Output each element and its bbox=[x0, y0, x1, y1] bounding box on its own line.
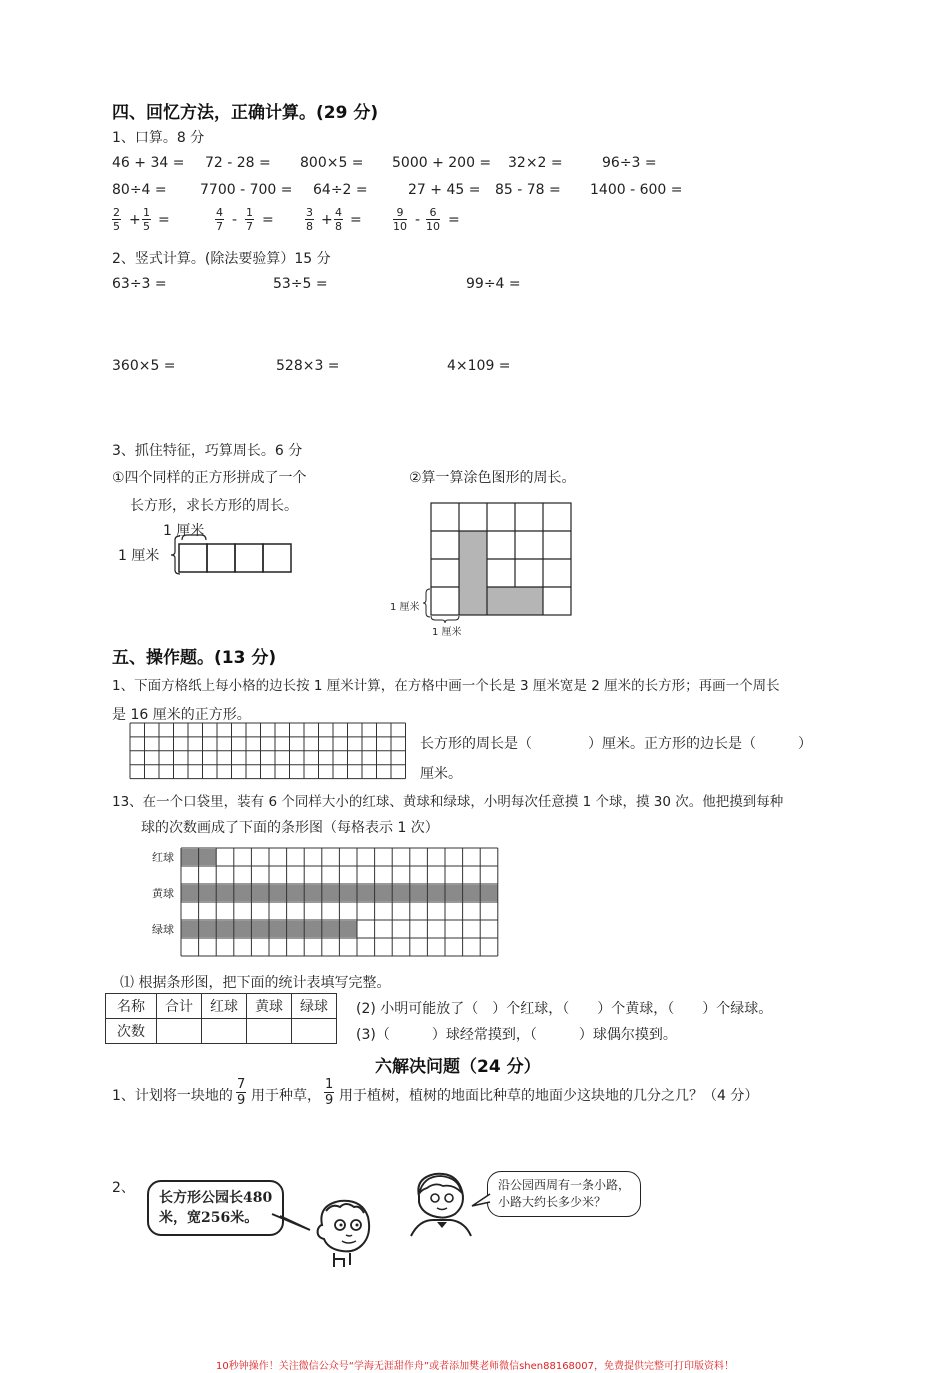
calc-item: 72 - 28 = bbox=[205, 155, 271, 171]
q5-1-text: 是 16 厘米的正方形。 bbox=[112, 707, 251, 723]
vertical-calc: 4×109 = bbox=[447, 358, 511, 374]
bar-chart bbox=[150, 843, 502, 958]
q5-1-text: 1、下面方格纸上每小格的边长按 1 厘米计算，在方格中画一个长是 3 厘米宽是 2 厘米的长方形；再画一个周长 bbox=[112, 678, 780, 694]
bubble-text: 长方形公园长480 bbox=[159, 1190, 273, 1206]
q5-2-text: 球的次数画成了下面的条形图（每格表示 1 次） bbox=[141, 820, 439, 836]
vertical-calc: 63÷3 = bbox=[112, 276, 167, 292]
speech-bubble-right bbox=[487, 1171, 641, 1217]
calc-item: 64÷2 = bbox=[313, 182, 368, 198]
fraction: $\frac{4}{8}$ bbox=[335, 206, 342, 233]
category-label: 绿球 bbox=[152, 923, 174, 936]
table-answer-cell[interactable] bbox=[292, 1019, 337, 1044]
table-header-cell: 名称 bbox=[106, 994, 157, 1019]
q6-1-text: 1、计划将一块地的 bbox=[112, 1088, 233, 1104]
table-header-cell: 绿球 bbox=[292, 994, 337, 1019]
calc-item: 32×2 = bbox=[508, 155, 563, 171]
fraction-equals: = bbox=[158, 212, 170, 228]
calc-item: 96÷3 = bbox=[602, 155, 657, 171]
bubble-text: 米，宽256米。 bbox=[159, 1210, 259, 1226]
fraction: $\frac{1}{7}$ bbox=[246, 206, 253, 233]
category-label: 红球 bbox=[152, 851, 174, 864]
fraction-equals: = bbox=[448, 212, 460, 228]
table-answer-cell[interactable] bbox=[202, 1019, 247, 1044]
fraction-operator: - bbox=[232, 212, 238, 228]
q2-title: 2、竖式计算。(除法要验算）15 分 bbox=[112, 251, 331, 267]
shaded-grid-figure bbox=[430, 502, 575, 620]
q3-part2-text: ②算一算涂色图形的周长。 bbox=[409, 470, 576, 486]
shaded-l-shape bbox=[459, 531, 543, 615]
vertical-calc: 360×5 = bbox=[112, 358, 176, 374]
fraction-equals: = bbox=[262, 212, 274, 228]
dimension-label: 1 厘米 bbox=[118, 548, 160, 564]
table-header-cell: 黄球 bbox=[247, 994, 292, 1019]
vertical-calc: 99÷4 = bbox=[466, 276, 521, 292]
section5-title: 五、操作题。(13 分) bbox=[112, 648, 277, 668]
stat-table bbox=[105, 993, 337, 1044]
calc-item: 85 - 78 = bbox=[495, 182, 561, 198]
q6-1-text: 用于植树，植树的地面比种草的地面少这块地的几分之几？（4 分） bbox=[339, 1088, 759, 1104]
bubble-tail-right bbox=[470, 1192, 492, 1212]
footer-promo-text: 10秒钟操作！关注微信公众号“学海无涯甜作舟”或者添加樊老师微信shen88168007，免费提供完整可打印版资料！ bbox=[215, 1361, 735, 1372]
calc-item: 27 + 45 = bbox=[408, 182, 481, 198]
q6-2-label: 2、 bbox=[112, 1180, 135, 1196]
fraction: $\frac{4}{7}$ bbox=[216, 206, 223, 233]
bubble-tail-left bbox=[270, 1212, 315, 1237]
fraction: $\frac{7}{9}$ bbox=[237, 1077, 246, 1108]
category-label: 黄球 bbox=[152, 887, 174, 900]
fraction-equals: = bbox=[350, 212, 362, 228]
calc-item: 46 + 34 = bbox=[112, 155, 185, 171]
table-header-cell: 红球 bbox=[202, 994, 247, 1019]
q1-title: 1、口算。8 分 bbox=[112, 130, 205, 146]
fraction: $\frac{2}{5}$ bbox=[113, 206, 120, 233]
calc-item: 5000 + 200 = bbox=[392, 155, 492, 171]
fraction-operator: + bbox=[129, 212, 141, 228]
fraction: $\frac{1}{9}$ bbox=[325, 1077, 334, 1108]
four-squares-figure bbox=[170, 534, 295, 576]
section6-title: 六解决问题（24 分） bbox=[375, 1057, 541, 1077]
table-row-label: 次数 bbox=[106, 1019, 157, 1044]
q3-part1-text: 长方形，求长方形的周长。 bbox=[130, 498, 298, 514]
q5-2-sub3: (3)（ ）球经常摸到，（ ）球偶尔摸到。 bbox=[356, 1027, 677, 1043]
table-header-row bbox=[106, 994, 337, 1019]
grid-paper[interactable] bbox=[129, 722, 411, 780]
dimension-label: 1 厘米 bbox=[432, 627, 462, 638]
q3-part1-text: ①四个同样的正方形拼成了一个 bbox=[112, 470, 307, 486]
dimension-label: 1 厘米 bbox=[163, 523, 205, 539]
fraction-operator: + bbox=[321, 212, 333, 228]
vertical-calc: 528×3 = bbox=[276, 358, 340, 374]
calc-item: 80÷4 = bbox=[112, 182, 167, 198]
q3-title: 3、抓住特征，巧算周长。6 分 bbox=[112, 443, 303, 459]
table-header-cell: 合计 bbox=[157, 994, 202, 1019]
section4-title: 四、回忆方法，正确计算。(29 分) bbox=[112, 103, 379, 123]
q5-2-sub1: ⑴ 根据条形图，把下面的统计表填写完整。 bbox=[120, 975, 391, 991]
calc-item: 7700 - 700 = bbox=[200, 182, 293, 198]
fraction-operator: - bbox=[415, 212, 421, 228]
q5-1-answer: 厘米。 bbox=[420, 766, 462, 782]
q5-2-text: 13、在一个口袋里，装有 6 个同样大小的红球、黄球和绿球，小明每次任意摸 1 个球，摸 30 次。他把摸到每种 bbox=[112, 794, 784, 810]
fraction: $\frac{6}{10}$ bbox=[426, 206, 440, 233]
vertical-calc: 53÷5 = bbox=[273, 276, 328, 292]
calc-item: 800×5 = bbox=[300, 155, 364, 171]
bubble-text: 小路大约长多少米？ bbox=[498, 1195, 607, 1209]
table-answer-cell[interactable] bbox=[157, 1019, 202, 1044]
q5-2-sub2: (2) 小明可能放了（ ）个红球，（ ）个黄球，（ ）个绿球。 bbox=[356, 1001, 773, 1017]
fraction: $\frac{1}{5}$ bbox=[143, 206, 150, 233]
fraction: $\frac{9}{10}$ bbox=[393, 206, 407, 233]
boy-illustration-icon bbox=[310, 1195, 380, 1270]
dimension-label: 1 厘米 bbox=[390, 602, 420, 613]
fraction: $\frac{3}{8}$ bbox=[306, 206, 313, 233]
calc-item: 1400 - 600 = bbox=[590, 182, 683, 198]
table-row bbox=[106, 1019, 337, 1044]
bubble-text: 沿公园西周有一条小路， bbox=[498, 1178, 631, 1192]
speech-bubble-left bbox=[147, 1180, 284, 1236]
q5-1-answer: 长方形的周长是（ ）厘米。正方形的边长是（ ） bbox=[420, 736, 812, 752]
q6-1-text: 用于种草， bbox=[251, 1088, 321, 1104]
table-answer-cell[interactable] bbox=[247, 1019, 292, 1044]
